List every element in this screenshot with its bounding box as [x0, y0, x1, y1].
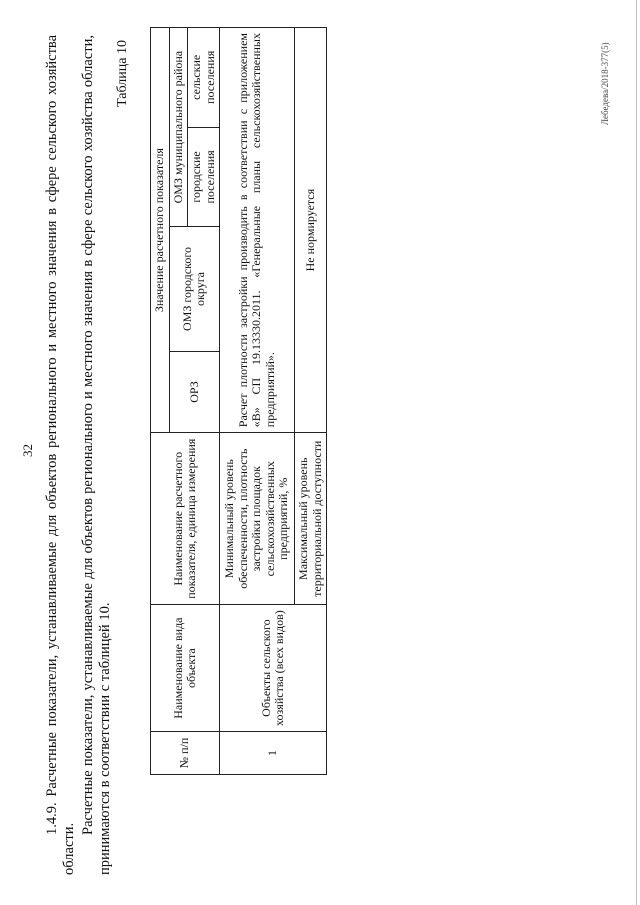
header-value-group: Значение расчетного показателя: [151, 28, 170, 433]
header-indicator-name: Наименование расчетного показателя, единица измерения: [151, 433, 220, 605]
row-indicator-accessibility: Максимальный уровень территориальной доступности: [295, 433, 327, 605]
row-value-density: Расчет плотности застройки производить в соответствии с приложением «В» СП 19.13330.2011. «Генеральные планы сельскохозяйственных предприятий».: [220, 28, 295, 433]
header-object-type: Наименование вида объекта: [151, 605, 220, 732]
header-rural-settlements: сельские поселения: [188, 28, 220, 128]
header-omz-city: ОМЗ городского округа: [169, 227, 220, 352]
row-indicator-density: Минимальный уровень обеспеченности, плотность застройки площадок сельскохозяйственных предприятий, %: [220, 433, 295, 605]
table-label: Таблица 10: [115, 40, 130, 107]
page-number: 32: [20, 444, 35, 457]
indicators-table: [150, 27, 327, 775]
table-header-row: [151, 28, 170, 775]
header-num: № п/п: [151, 732, 220, 775]
scan-edge-line: [636, 0, 637, 905]
section-intro: Расчетные показатели, устанавливаемые для объектов регионального и местного значения в сфере сельского хозяйства области, принимаются в соответствии с таблицей 10.: [80, 35, 113, 875]
section-heading: 1.4.9. Расчетные показатели, устанавливаемые для объектов регионального и местного значения в сфере сельского хозяйства области.: [44, 35, 77, 875]
row-value-accessibility: Не нормируется: [295, 28, 327, 433]
row-object: Объекты сельского хозяйства (всех видов): [220, 605, 327, 732]
row-num: 1: [220, 732, 327, 775]
header-orz: ОРЗ: [169, 351, 220, 432]
document-footer: Лебедева/2018-377(5): [600, 42, 610, 125]
table-row: [220, 28, 295, 775]
header-omz-district: ОМЗ муниципального района: [169, 28, 188, 227]
header-urban-settlements: городские поселения: [188, 127, 220, 227]
